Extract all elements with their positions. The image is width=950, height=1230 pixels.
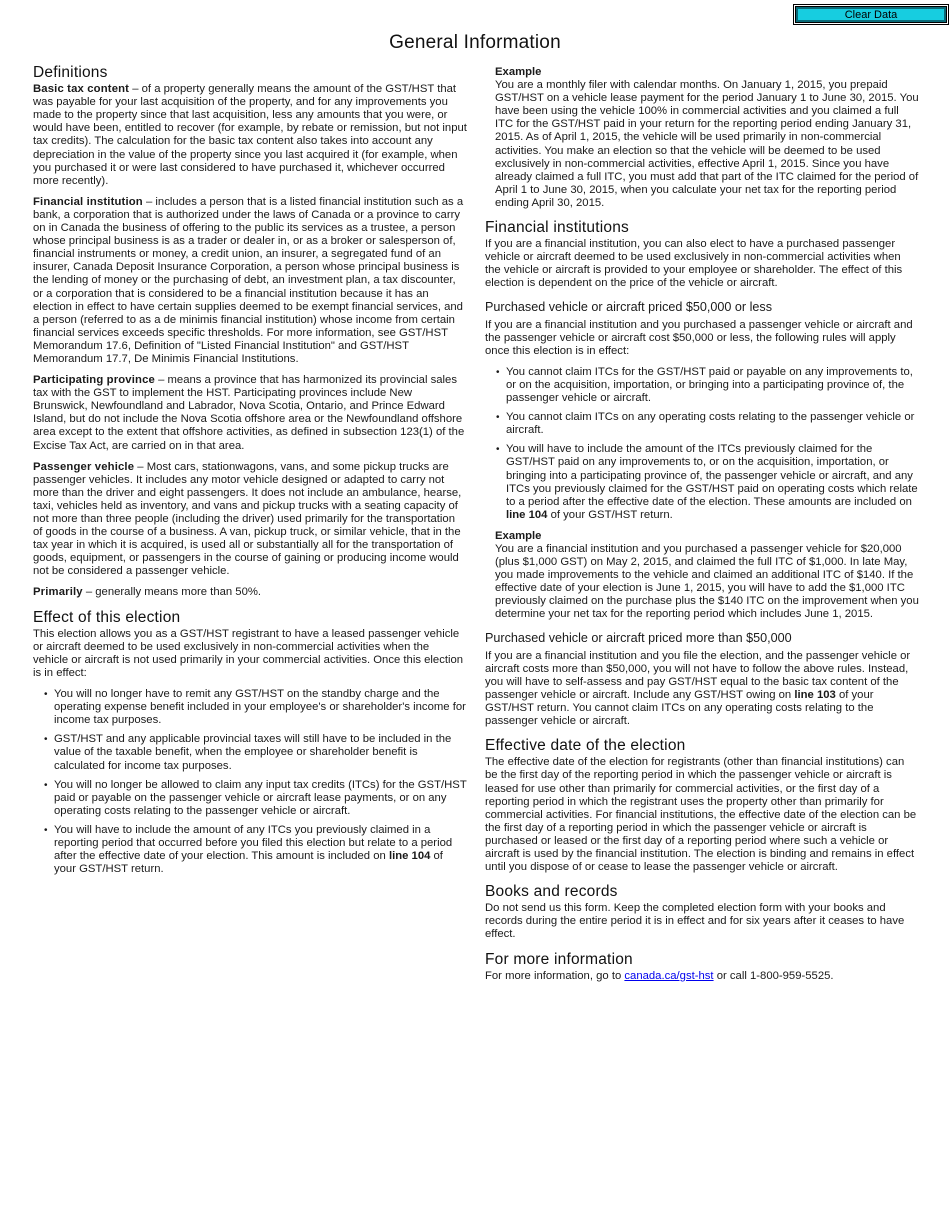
books-and-records-paragraph: Do not send us this form. Keep the completed election form with your books and records during the entire period it is in effect and for six years after it ceases to have effect. xyxy=(485,902,905,941)
priced-50000-or-less-intro: If you are a financial institution and you purchased a passenger vehicle or aircraft and the passenger vehicle or aircraft cost $50,000 or less, the following rules will apply once this election is in effect: xyxy=(485,318,913,357)
canada-ca-gst-hst-link[interactable]: canada.ca/gst-hst xyxy=(624,969,714,982)
priced-50000-or-less-subheading: Purchased vehicle or aircraft priced $50,000 or less xyxy=(485,299,773,314)
definition-text: – of a property generally means the amount of the GST/HST that was payable for your last acquisition of the property, and for any improvements you made to the property since that last acquisition, less any amounts that you were, or would have been, entitled to recover (for example, by rebate or remission, but not input tax credits). The calculation for the basic tax content also takes into account any depreciation in the value of the property since you last acquired it (for example, when you purchased it or were last considered to have purchased it, whichever occurred more recently). xyxy=(33,83,467,187)
effective-date-heading: Effective date of the election xyxy=(485,737,686,755)
books-and-records-heading: Books and records xyxy=(485,883,618,901)
definition-participating-province xyxy=(33,374,467,453)
definition-financial-institution xyxy=(33,196,467,366)
example-label: Example xyxy=(495,529,542,542)
definition-primarily xyxy=(33,586,467,599)
two-column-body xyxy=(33,66,919,991)
financial-institutions-paragraph: If you are a financial institution, you can also elect to have a purchased passenger vehicle or aircraft deemed to be used exclusively in non-commercial activities when the vehicle or aircraft is provided to your employee or shareholder. The effect of this election is dependent on the price of the vehicle or aircraft. xyxy=(485,238,903,290)
line-104-reference: line 104 xyxy=(506,508,548,521)
example-text: You are a financial institution and you purchased a passenger vehicle for $20,000 (plus $1,000 GST) on May 2, 2015, and claimed the full ITC of $1,000. In late May, you made improvements to the vehicle and claimed an additional ITC of $140. If the effective date of your election is June 1, 2015, you will have to add the $1,000 ITC previously claimed on the purchase plus the $140 ITC on the improvement when you determine your net tax for the reporting period which includes June 1, 2015. xyxy=(495,543,919,621)
clear-data-button[interactable]: Clear Data xyxy=(795,6,947,23)
definition-term: Financial institution xyxy=(33,195,143,208)
bullet-item: • You will have to include the amount of the ITCs previously claimed for the GST/HST paid on any improvements to, or on the acquisition, importation, or bringing into a participating province of, the passenger vehicle or aircraft, and any ITCs you previously claimed for the GST/HST paid on operating costs which relate to a period after the effective date of the election. These amounts are included on line 104 of your GST/HST return. xyxy=(485,443,919,522)
for-more-information-paragraph: For more information, go to canada.ca/gst-hst or call 1-800-959-5525. xyxy=(485,969,834,982)
example-text: You are a monthly filer with calendar months. On January 1, 2015, you prepaid GST/HST on a vehicle lease payment for the period January 1 to June 30, 2015. You have been using the vehicle 100% in commercial activities and you claimed a full ITC for the GST/HST paid in your return for the reporting period ending January 31, 2015. As of April 1, 2015, the vehicle will be used primarily in non-commercial activities. You make an election so that the vehicle will be deemed to be used exclusively in non-commercial activities, effective April 1, 2015. Since you have already claimed a full ITC, you must add that part of the ITC claimed for the period of April 1 to June 30, 2015, when you calculate your net tax for the reporting period ending April 30, 2015. xyxy=(495,79,919,209)
for-more-information-heading: For more information xyxy=(485,950,633,968)
priced-50000-bullet-list xyxy=(485,366,919,522)
financial-institutions-heading: Financial institutions xyxy=(485,219,629,237)
definition-text: – means a province that has harmonized its provincial sales tax with the GST to implement the HST. Participating provinces include New Brunswick, Newfoundland and Labrador, Nova Scotia, Ontario, and Prince Edward Island, but do not include the Nova Scotia offshore area or the Newfoundland offshore area except to the extent that offshore activities, as defined in subsection 123(1) of the Excise Tax Act, are carried on in that area. xyxy=(33,374,465,452)
effect-of-election-heading: Effect of this election xyxy=(33,608,181,626)
definition-term: Basic tax content xyxy=(33,83,130,96)
definition-text: – generally means more than 50%. xyxy=(82,586,262,599)
bullet-item: • You will no longer be allowed to claim any input tax credits (ITCs) for the GST/HST paid or payable on the passenger vehicle or aircraft lease payments, or on any operating costs relating to the passenger vehicle or aircraft. xyxy=(33,779,467,818)
bullet-item: • You cannot claim ITCs for the GST/HST paid or payable on any improvements to, or on the acquisition, importation, or bringing into a participating province of, the passenger vehicle or aircraft. xyxy=(485,366,919,405)
definition-term: Passenger vehicle xyxy=(33,460,135,473)
left-column xyxy=(33,66,467,991)
line-103-reference: line 103 xyxy=(794,688,836,701)
definition-term: Primarily xyxy=(33,586,83,599)
example-block-financial-institution xyxy=(495,530,919,622)
example-label: Example xyxy=(495,66,542,78)
example-block-monthly-filer xyxy=(495,66,919,210)
line-104-reference: line 104 xyxy=(388,850,431,863)
definition-passenger-vehicle xyxy=(33,461,467,579)
bullet-item: • GST/HST and any applicable provincial taxes will still have to be included in the value of the taxable benefit, when the employee or shareholder benefit is calculated for income tax purposes. xyxy=(33,733,467,772)
bullet-item: • You cannot claim ITCs on any operating costs relating to the passenger vehicle or aircraft. xyxy=(485,411,919,437)
bullet-item: • You will no longer have to remit any GST/HST on the standby charge and the operating expense benefit included in your employee's or shareholder's income for income tax purposes. xyxy=(33,688,467,727)
definition-text: – includes a person that is a listed financial institution such as a bank, a corporation that is authorized under the laws of Canada or a province to carry on in Canada the business of offering to the public its services as a trustee, a person whose principal business is as a trader or dealer in, or as a broker or salesperson of, financial instruments or money, a credit union, an insurer, a segregated fund of an insurer, Canada Deposit Insurance Corporation, a person whose principal business is the lending of money or the purchasing of debt, an investment plan, a tax discounter, or a corporation that is considered to be a financial institution because it has an election in effect to have certain supplies deemed to be exempt financial services, and a person (referred to as a de minimis financial institution) whose income from certain financial services exceeds specific thresholds. For more information, see GST/HST Memorandum 17.6, Definition of "Listed Financial Institution" and GST/HST Memorandum 17.7, De Minimis Financial Institutions. xyxy=(33,195,464,365)
definition-basic-tax-content xyxy=(33,83,467,188)
page-title: General Information xyxy=(389,32,561,53)
definition-term: Participating province xyxy=(33,374,155,387)
right-column xyxy=(485,66,919,991)
bullet-item: • You will have to include the amount of any ITCs you previously claimed in a reporting period that occurred before you filed this election but relate to a period after the effective date of your election. This amount is included on line 104 of your GST/HST return. xyxy=(33,824,467,876)
effective-date-paragraph: The effective date of the election for registrants (other than financial institutions) can be the first day of the reporting period in which the passenger vehicle or aircraft is leased for use other than primarily for commercial activities, or the first day of a reporting period in which the registrant uses the property other than primarily for commercial activities. For financial institutions, the effective date of the election can be the first day of a reporting period in which the passenger vehicle or aircraft is purchased or leased or the first day of a reporting period where such a vehicle or aircraft is used by the financial institution. The election is binding and remains in effect until you dispose of or cease to lease the passenger vehicle or aircraft. xyxy=(485,756,917,874)
priced-more-than-50000-subheading: Purchased vehicle or aircraft priced more than $50,000 xyxy=(485,630,792,645)
priced-more-than-50000-paragraph: If you are a financial institution and you file the election, and the passenger vehicle or aircraft costs more than $50,000, you will not have to follow the above rules. Instead, you will have to self-assess and pay GST/HST equal to the basic tax content of the passenger vehicle or aircraft. Include any GST/HST owing on line 103 of your GST/HST return. You cannot claim ITCs on any operating costs relating to the passenger vehicle or aircraft. xyxy=(485,649,911,728)
effect-bullet-list xyxy=(33,688,467,876)
effect-intro-paragraph: This election allows you as a GST/HST registrant to have a leased passenger vehicle or aircraft deemed to be used exclusively in non-commercial activities when the vehicle or aircraft is not used primarily in your commercial activities. Once this election is in effect: xyxy=(33,627,464,679)
definitions-heading: Definitions xyxy=(33,64,108,81)
definition-text: – Most cars, stationwagons, vans, and some pickup trucks are passenger vehicles. It includes any motor vehicle designed or adapted to carry not more than the driver and eight passengers. It does not include an ambulance, hearse, taxi, vehicles held as inventory, and vans and pickup trucks with a seating capacity of not more than three people (including the driver) used primarily for the transportation of goods in the course of a business. A van, pickup truck, or similar vehicle, that in the tax year in which it is acquired, is used all or substantially all for the transportation of goods, equipment, or passengers in the course of gaining or producing income would not be considered a passenger vehicle. xyxy=(33,460,462,578)
